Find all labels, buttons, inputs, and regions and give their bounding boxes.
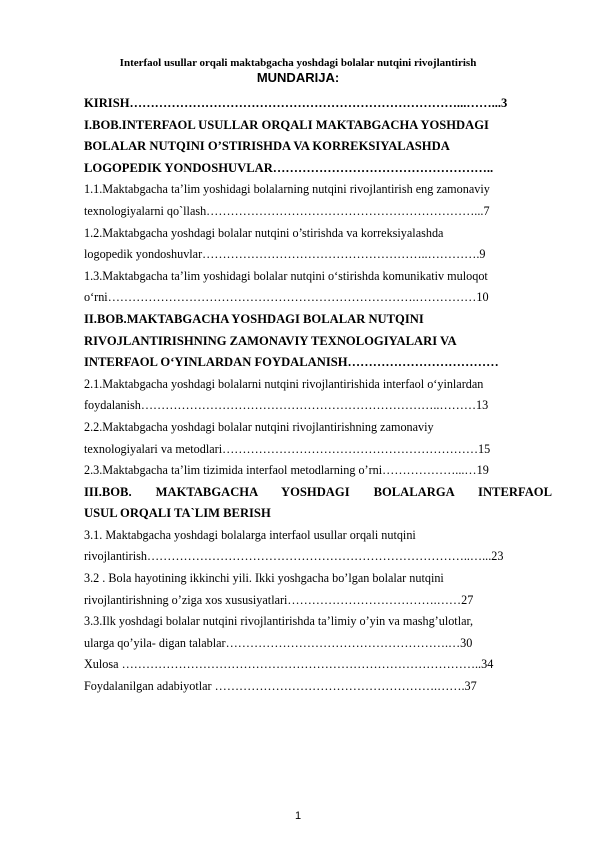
toc-section-3-1: 3.1. Maktabgacha yoshdagi bolalarga interfaol usullar orqali nutqini — [84, 527, 416, 542]
toc-chapter-3-line: III.BOB. MAKTABGACHA YOSHDAGI BOLALARGA INTERFAOL — [84, 484, 552, 499]
toc-section-2-1: 2.1.Maktabgacha yoshdagi bolalarni nutqini rivojlantirishida interfaol o‘yinlardan — [84, 376, 484, 391]
toc-heading: MUNDARIJA: — [256, 70, 340, 85]
toc-section-2-2: 2.2.Maktabgacha yoshdagi bolalar nutqini rivojlantirishning zamonaviy — [84, 419, 434, 434]
toc-chapter-3-line: USUL ORQALI TA`LIM BERISH — [84, 506, 271, 521]
toc-section-1-2: logopedik yondoshuvlar………………………………………………..………….9 — [84, 247, 486, 262]
toc-section-1-1: 1.1.Maktabgacha ta’lim yoshidagi bolalarning nutqini rivojlantirish eng zamonaviy — [84, 182, 490, 197]
toc-section-1-3: o‘rni………………………………………………………………….……………10 — [84, 290, 489, 305]
toc-chapter-2-line: RIVOJLANTIRISHNING ZAMONAVIY TEXNOLOGIYALARI VA — [84, 333, 457, 348]
toc-section-3-1: rivojlantirish……………………………………………………………………..…...23 — [84, 549, 504, 564]
toc-section-1-1: texnologiyalarni qo`llash…………………………………………………………...7 — [84, 203, 490, 218]
toc-section-1-3: 1.3.Maktabgacha ta’lim yoshidagi bolalar nutqini o‘stirishda komunikativ muloqot — [84, 268, 488, 283]
toc-entry-references: Foydalanilgan adabiyotlar ……………………………………………….…….37 — [84, 679, 477, 694]
toc-section-1-2: 1.2.Maktabgacha yoshdagi bolalar nutqini o’stirishda va korreksiyalashda — [84, 225, 444, 240]
toc-section-3-2: 3.2 . Bola hayotining ikkinchi yili. Ikki yoshgacha bo’lgan bolalar nutqini — [84, 571, 444, 586]
toc-section-3-2: rivojlantirishning o’ziga xos xususiyatlari……………………………….……27 — [84, 592, 474, 607]
toc-section-2-1: foydalanish………………………………………………………………..………13 — [84, 398, 489, 413]
toc-section-3-3: 3.3.Ilk yoshdagi bolalar nutqini rivojlantirishda ta’limiy o’yin va mashg’ulotlar, — [84, 614, 474, 629]
toc-chapter-2-line: INTERFAOL O‘YINLARDAN FOYDALANISH……………………………… — [84, 355, 499, 370]
document-title: Interfaol usullar orqali maktabgacha yoshdagi bolalar nutqini rivojlantirish — [119, 57, 477, 69]
table-of-contents — [84, 93, 552, 698]
toc-entry-kirish: KIRISH……………………………………………………………………...……...3 — [84, 96, 508, 110]
toc-chapter-2-line: II.BOB.MAKTABGACHA YOSHDAGI BOLALAR NUTQINI — [84, 311, 424, 326]
toc-section-2-3: 2.3.Maktabgacha ta’lim tizimida interfaol metodlarning o’rni………………...…19 — [84, 463, 489, 478]
toc-chapter-1-line: BOLALAR NUTQINI O’STIRISHDA VA KORREKSIYALASHDA — [84, 139, 450, 154]
toc-chapter-1-line: I.BOB.INTERFAOL USULLAR ORQALI MAKTABGACHA YOSHDAGI — [84, 117, 489, 132]
page-number: 1 — [294, 810, 302, 822]
toc-section-2-2: texnologiyalari va metodlari………………………………………………………15 — [84, 441, 491, 456]
toc-entry-xulosa: Xulosa ……………………………………………………………………………..34 — [84, 657, 494, 672]
toc-chapter-1-line: LOGOPEDIK YONDOSHUVLAR…………………………………………….. — [84, 160, 494, 175]
toc-section-3-3: ularga qo’yila- digan talablar……………………………………………….…30 — [84, 635, 473, 650]
